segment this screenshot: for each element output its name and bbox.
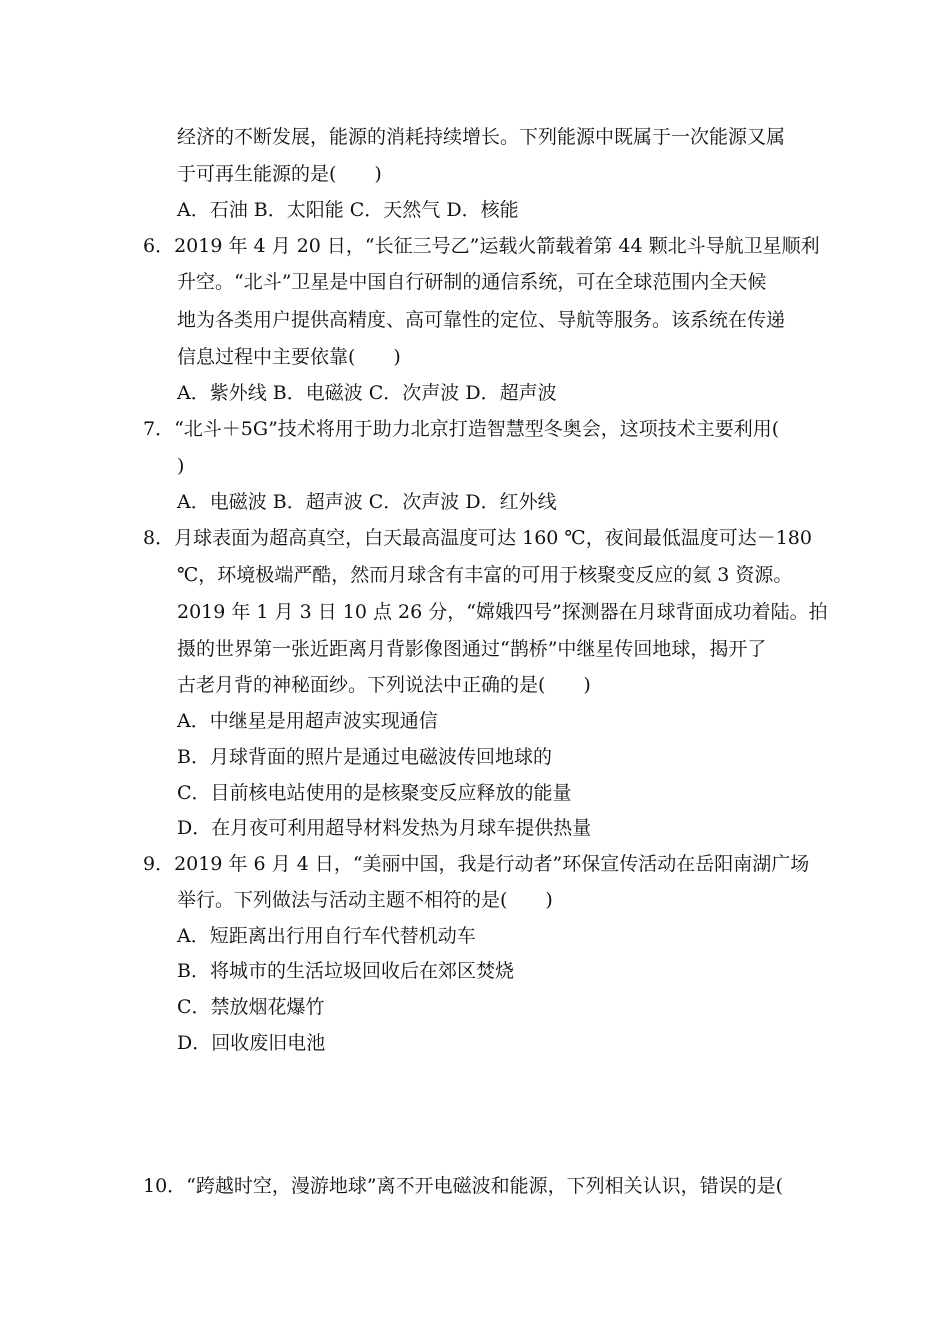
q8-stem-line-1: 8．月球表面为超高真空，白天最高温度可达 160 ℃，夜间最低温度可达－180 <box>143 527 812 549</box>
q8-option-d: D．在月夜可利用超导材料发热为月球车提供热量 <box>177 817 592 839</box>
q9-option-b: B．将城市的生活垃圾回收后在郊区焚烧 <box>177 960 514 982</box>
q10-stem-line-1: 10．“跨越时空，漫游地球”离不开电磁波和能源，下列相关认识，错误的是( <box>143 1175 784 1197</box>
q7-stem-line-1: 7．“北斗＋5G”技术将用于助力北京打造智慧型冬奥会，这项技术主要利用( <box>143 418 780 440</box>
q8-stem-line-3: 2019 年 1 月 3 日 10 点 26 分，“嫦娥四号”探测器在月球背面成功着陆。拍 <box>177 601 828 623</box>
q5-stem-line-1: 经济的不断发展，能源的消耗持续增长。下列能源中既属于一次能源又属 <box>177 126 786 148</box>
q5-stem-line-2: 于可再生能源的是( ) <box>177 163 382 185</box>
q6-options: A．紫外线 B．电磁波 C．次声波 D．超声波 <box>177 382 557 404</box>
q9-stem-line-2: 举行。下列做法与活动主题不相符的是( ) <box>177 889 553 911</box>
q8-stem-line-5: 古老月背的神秘面纱。下列说法中正确的是( ) <box>177 674 591 696</box>
q6-stem-line-4: 信息过程中主要依靠( ) <box>177 346 401 368</box>
q5-options: A．石油 B．太阳能 C．天然气 D．核能 <box>177 199 519 221</box>
q6-stem-line-1: 6．2019 年 4 月 20 日，“长征三号乙”运载火箭载着第 44 颗北斗导航卫星顺利 <box>143 235 820 257</box>
q9-option-c: C．禁放烟花爆竹 <box>177 996 325 1018</box>
q9-option-d: D．回收废旧电池 <box>177 1032 326 1054</box>
q8-option-c: C．目前核电站使用的是核聚变反应释放的能量 <box>177 782 572 804</box>
q6-stem-line-3: 地为各类用户提供高精度、高可靠性的定位、导航等服务。该系统在传递 <box>177 309 786 331</box>
q7-options: A．电磁波 B．超声波 C．次声波 D．红外线 <box>177 491 557 513</box>
q8-stem-line-4: 摄的世界第一张近距离月背影像图通过“鹊桥”中继星传回地球，揭开了 <box>177 638 767 660</box>
q8-stem-line-2: ℃，环境极端严酷，然而月球含有丰富的可用于核聚变反应的氦 3 资源。 <box>177 564 793 586</box>
q6-stem-line-2: 升空。“北斗”卫星是中国自行研制的通信系统，可在全球范围内全天候 <box>177 271 767 293</box>
q9-stem-line-1: 9．2019 年 6 月 4 日，“美丽中国，我是行动者”环保宣传活动在岳阳南湖广场 <box>143 853 810 875</box>
q7-stem-line-2: ) <box>177 455 185 477</box>
q8-option-b: B．月球背面的照片是通过电磁波传回地球的 <box>177 746 552 768</box>
q9-option-a: A．短距离出行用自行车代替机动车 <box>177 925 476 947</box>
q8-option-a: A．中继星是用超声波实现通信 <box>177 710 438 732</box>
